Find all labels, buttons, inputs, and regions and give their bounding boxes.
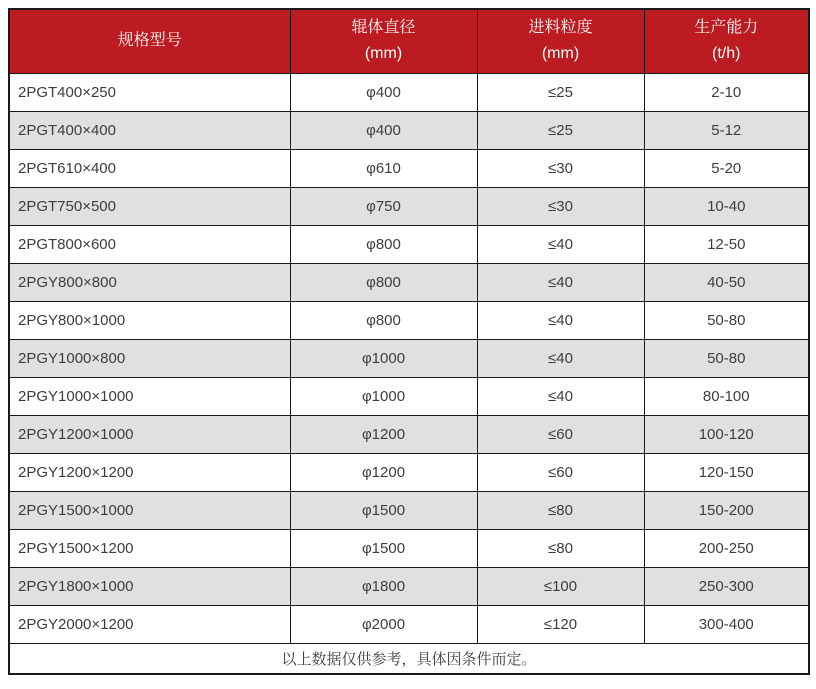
- table-row: [9, 301, 809, 339]
- col-header-roller-diameter-unit: (mm): [364, 45, 403, 63]
- cell-diameter: φ800: [290, 225, 477, 263]
- header-row: [9, 9, 809, 73]
- col-header-model: [9, 9, 290, 73]
- table-row: [9, 453, 809, 491]
- cell-model: 2PGY800×800: [9, 263, 290, 301]
- cell-feed-size: ≤60: [477, 415, 644, 453]
- cell-diameter: φ750: [290, 187, 477, 225]
- table-row: [9, 339, 809, 377]
- cell-diameter: φ1500: [290, 529, 477, 567]
- cell-feed-size: ≤30: [477, 149, 644, 187]
- cell-feed-size: ≤40: [477, 263, 644, 301]
- cell-diameter: φ800: [290, 263, 477, 301]
- cell-model: 2PGY1500×1000: [9, 491, 290, 529]
- cell-diameter: φ1000: [290, 377, 477, 415]
- cell-model: 2PGT750×500: [9, 187, 290, 225]
- col-header-capacity-unit: (t/h): [712, 45, 741, 63]
- table-row: [9, 73, 809, 111]
- table-row: [9, 263, 809, 301]
- cell-diameter: φ610: [290, 149, 477, 187]
- table-row: [9, 491, 809, 529]
- cell-model: 2PGY1800×1000: [9, 567, 290, 605]
- cell-model: 2PGT800×600: [9, 225, 290, 263]
- cell-diameter: φ400: [290, 73, 477, 111]
- cell-model: 2PGY1200×1200: [9, 453, 290, 491]
- cell-capacity: 50-80: [644, 339, 809, 377]
- cell-capacity: 100-120: [644, 415, 809, 453]
- col-header-roller-diameter-label: 辊体直径: [351, 19, 416, 37]
- cell-feed-size: ≤25: [477, 73, 644, 111]
- cell-feed-size: ≤40: [477, 339, 644, 377]
- cell-capacity: 120-150: [644, 453, 809, 491]
- cell-feed-size: ≤40: [477, 377, 644, 415]
- footer-note: 以上数据仅供参考，具体因条件而定。: [9, 643, 809, 674]
- cell-feed-size: ≤60: [477, 453, 644, 491]
- table-row: [9, 529, 809, 567]
- cell-capacity: 10-40: [644, 187, 809, 225]
- cell-feed-size: ≤80: [477, 529, 644, 567]
- cell-diameter: φ1500: [290, 491, 477, 529]
- cell-feed-size: ≤25: [477, 111, 644, 149]
- spec-table: [8, 8, 810, 675]
- table-row: [9, 149, 809, 187]
- cell-capacity: 200-250: [644, 529, 809, 567]
- table-row: [9, 605, 809, 643]
- cell-model: 2PGY1000×1000: [9, 377, 290, 415]
- cell-diameter: φ1000: [290, 339, 477, 377]
- col-header-feed-size-label: 进料粒度: [528, 19, 593, 37]
- cell-feed-size: ≤80: [477, 491, 644, 529]
- cell-diameter: φ1200: [290, 415, 477, 453]
- cell-capacity: 40-50: [644, 263, 809, 301]
- col-header-capacity: [644, 9, 809, 73]
- cell-feed-size: ≤40: [477, 225, 644, 263]
- table-row: [9, 111, 809, 149]
- table-row: [9, 415, 809, 453]
- col-header-feed-size: [477, 9, 644, 73]
- cell-diameter: φ2000: [290, 605, 477, 643]
- cell-model: 2PGY800×1000: [9, 301, 290, 339]
- cell-capacity: 5-12: [644, 111, 809, 149]
- table-row: [9, 187, 809, 225]
- cell-capacity: 12-50: [644, 225, 809, 263]
- table-row: [9, 377, 809, 415]
- cell-capacity: 250-300: [644, 567, 809, 605]
- cell-capacity: 80-100: [644, 377, 809, 415]
- cell-diameter: φ400: [290, 111, 477, 149]
- cell-feed-size: ≤100: [477, 567, 644, 605]
- cell-feed-size: ≤120: [477, 605, 644, 643]
- cell-capacity: 50-80: [644, 301, 809, 339]
- cell-capacity: 300-400: [644, 605, 809, 643]
- cell-capacity: 5-20: [644, 149, 809, 187]
- cell-model: 2PGT610×400: [9, 149, 290, 187]
- cell-diameter: φ800: [290, 301, 477, 339]
- cell-capacity: 150-200: [644, 491, 809, 529]
- cell-feed-size: ≤40: [477, 301, 644, 339]
- col-header-roller-diameter: [290, 9, 477, 73]
- cell-model: 2PGY1200×1000: [9, 415, 290, 453]
- cell-model: 2PGY1500×1200: [9, 529, 290, 567]
- cell-capacity: 2-10: [644, 73, 809, 111]
- col-header-capacity-label: 生产能力: [694, 19, 759, 37]
- cell-model: 2PGT400×400: [9, 111, 290, 149]
- table-row: [9, 567, 809, 605]
- cell-diameter: φ1200: [290, 453, 477, 491]
- cell-model: 2PGT400×250: [9, 73, 290, 111]
- cell-model: 2PGY2000×1200: [9, 605, 290, 643]
- cell-model: 2PGY1000×800: [9, 339, 290, 377]
- table-body: [9, 73, 809, 643]
- col-header-feed-size-unit: (mm): [541, 45, 580, 63]
- footer-row: [9, 643, 809, 674]
- col-header-model-label: 规格型号: [117, 32, 182, 50]
- table-row: [9, 225, 809, 263]
- cell-diameter: φ1800: [290, 567, 477, 605]
- cell-feed-size: ≤30: [477, 187, 644, 225]
